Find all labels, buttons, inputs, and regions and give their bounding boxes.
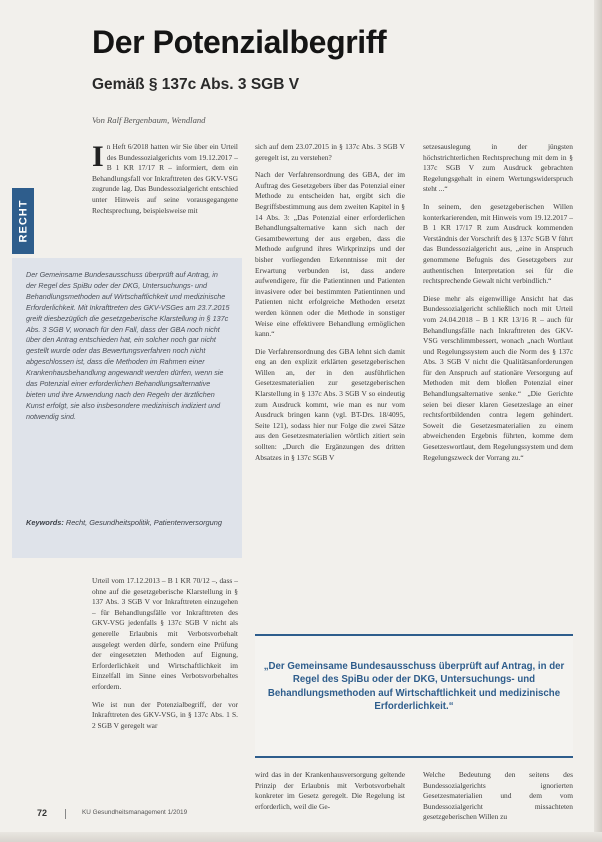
text-column-1-lower	[92, 576, 238, 738]
scan-edge	[594, 0, 602, 842]
body-paragraph: Welche Bedeutung den seitens des Bundessozialgerichts ignorierten Gesetzesmaterialien und dem vom Bundessozialgericht missachteten gesetzgeberischen Willen zu	[423, 770, 573, 822]
body-paragraph: wird das in der Krankenhausversorgung geltende Prinzip der Erlaubnis mit Verbotsvorbehalt konkreter im Gesetz geregelt. Die Regelung ist erforderlich, weil die Ge-	[255, 770, 405, 811]
footer-divider	[65, 809, 66, 819]
body-paragraph: Urteil vom 17.12.2013 – B 1 KR 70/12 –, dass – ohne auf die gesetzgeberische Klarstellung in § 137 Abs. 3 SGB V vor Inkrafttreten einzugehen – für Behandlungsfälle vor Inkrafttreten des GKV-VSG jedenfalls § 137c SGB V nicht als generelle Erlaubnis mit Verbotsvorbehalt ausgelegt werden dürfe, sondern eine Prüfung der eingesetzten Methoden auf Eignung, Erforderlichkeit und Wirtschaftlichkeit im Einzelfall im Sinne eines Verbotsvorbehaltes erfordern.	[92, 576, 238, 691]
text-column-1	[92, 142, 238, 223]
body-paragraph: setzesauslegung in der jüngsten höchstrichterlichen Rechtsprechung mit dem in § 137c SGB V zum Ausdruck gebrachten Regelungsgehalt in einem Wertungswiderspruch steht ...“	[423, 142, 573, 194]
body-paragraph: In seinem, den gesetzgeberischen Willen konterkarierenden, mit Hinweis vom 19.12.2017 – B 1 KR 17/17 R zum Ausdruck kommenden Verständnis der Vorschrift des § 137c SGB V führt das Bundessozialgericht aus, „eine in Anspruch genommene Befugnis des Gesetzgebers zur authentischen Interpretation sei für die rechtsprechende Gewalt nicht verbindlich.“	[423, 201, 573, 286]
body-paragraph: Die Verfahrensordnung des GBA lehnt sich damit eng an den explizit erklärten gesetzgeberischen Willen an, der in den ausführlichen Gesetzesmaterialien zur gesetzgeberischen Klarstellung in § 137c Abs. 3 SGB V so eindeutig zum Ausdruck kommt, wie man es nur vom Ausdruck bringen kann (vgl. BT-Drs. 18/4095, Seite 121), sodass hier nur Folge die zwei Sätze aus den Gesetzesmaterialien wörtlich zitiert sein sollten: „Durch die Ergänzungen des dritten Absatzes in § 137c SGB V	[255, 346, 405, 462]
body-paragraph: Wie ist nun der Potenzialbegriff, der vor Inkrafttreten des GKV-VSG, in § 137c Abs. 1 S. 2 SGB V geregelt war	[92, 699, 238, 730]
body-paragraph: Diese mehr als eigenwillige Ansicht hat das Bundessozialgericht schließlich noch mit Urteil vom 24.04.2018 – B 1 KR 13/16 R – auch für Behandlungsfälle nach Inkrafttreten des GKV-VSG verschlimmbessert, wonach „nach Wortlaut und Regelungssystem auch die Norm des § 137c Abs. 3 SGB V nicht die Qualitätsanforderungen für den Anspruch auf stationäre Versorgung auf Methoden mit dem bloßen Potenzial einer Behandlungsalternative senke.“ „Die Gerichte seien bei dieser klaren Gesetzeslage an einer rechtsfortbildenden contra legem gehindert. Soweit die Gesetzesmaterialien zu einem abweichenden Ergebnis führten, komme dem Gesetzeswortlaut, dem Regelungssystem und dem Regelungszweck der Vorrang zu.“	[423, 293, 573, 462]
section-tab-label: RECHT	[17, 199, 30, 243]
body-paragraph: In Heft 6/2018 hatten wir Sie über ein Urteil des Bundessozialgerichts vom 19.12.2017 – B 1 KR 17/17 R – informiert, dem ein Behandlungsfall vor Inkrafttreten des GKV-VSG zugrunde lag. Das Bundessozialgericht entschied unter Hinweis auf seine vorausgegangene Rechtsprechung, beispielsweise mit	[92, 140, 238, 215]
text-column-2-lower	[255, 770, 405, 819]
section-tab	[12, 188, 34, 254]
text-column-2	[255, 142, 405, 470]
article-subtitle: Gemäß § 137c Abs. 3 SGB V	[92, 76, 300, 93]
body-paragraph: Nach der Verfahrensordnung des GBA, der im Auftrag des Gesetzgebers über das Potenzial einer Methode zu entscheiden hat, ergibt sich die Begriffsbestimmung aus dem zweiten Kapitel in § 14 Abs. 3: „Das Potenzial einer erforderlichen Behandlungsalternative kann sich nach der Gesamtbewertung der aus ergeben, dass die Methode aufgrund ihres Wirkprinzips und der bisher vorliegenden Erkenntnisse mit der Erwartung verbunden ist, dass andere aufwendigere, für die Patientinnen und Patienten invasivere oder bei bestimmten Patientinnen und Patienten nicht erfolgreiche Methoden ersetzt werden können oder die Methode in sonstiger Weise eine effektivere Behandlung ermöglichen kann.“	[255, 170, 405, 339]
drop-cap: I	[92, 140, 104, 173]
article-byline: Von Ralf Bergenbaum, Wendland	[92, 115, 206, 125]
text-column-3-lower	[423, 770, 573, 830]
article-title: Der Potenzialbegriff	[92, 24, 387, 60]
text-column-3	[423, 142, 573, 470]
keywords-line	[26, 518, 230, 529]
journal-name: KU Gesundheitsmanagement 1/2019	[82, 809, 188, 816]
keywords-label: Keywords:	[26, 518, 64, 527]
abstract-text: Der Gemeinsame Bundesausschuss überprüft auf Antrag, in der Regel des SpiBu oder der DKG, Untersuchungs- und Behandlungsmethoden auf Wirtschaftlichkeit und medizinische Erforderlichkeit. Mit Inkrafttreten des GKV-VSGes am 23.7.2015 greift diesbezüglich die gesetzgeberische Klarstellung in § 137c Abs. 3 SGB V, wonach für den Fall, dass der GBA noch nicht über den Antrag entschieden hat, ein solcher noch gar nicht gestellt wurde oder das Bewertungsverfahren noch nicht abgeschlossen ist, dass die Methoden im Rahmen einer Krankenhausbehandlung angewandt werden dürfen, wenn sie das Potenzial einer erforderlichen Behandlungsalternative bieten und ihre Anwendung nach den Regeln der ärztlichen Kunst erfolgt, sie also insbesondere medizinisch indiziert und notwendig sind.	[26, 270, 230, 421]
scan-edge	[0, 832, 602, 842]
body-paragraph: sich auf dem 23.07.2015 in § 137c Abs. 3 SGB V geregelt ist, zu verstehen?	[255, 142, 405, 162]
page-number: 72	[37, 808, 48, 818]
keywords-value: Recht, Gesundheitspolitik, Patientenversorgung	[65, 518, 222, 527]
pull-quote-text: „Der Gemeinsame Bundesausschuss überprüft auf Antrag, in der Regel des SpiBu oder der DKG, Untersuchungs- und Behandlungsmethoden auf Wirtschaftlichkeit und medizinische Erforderlichkeit.“	[263, 661, 565, 712]
